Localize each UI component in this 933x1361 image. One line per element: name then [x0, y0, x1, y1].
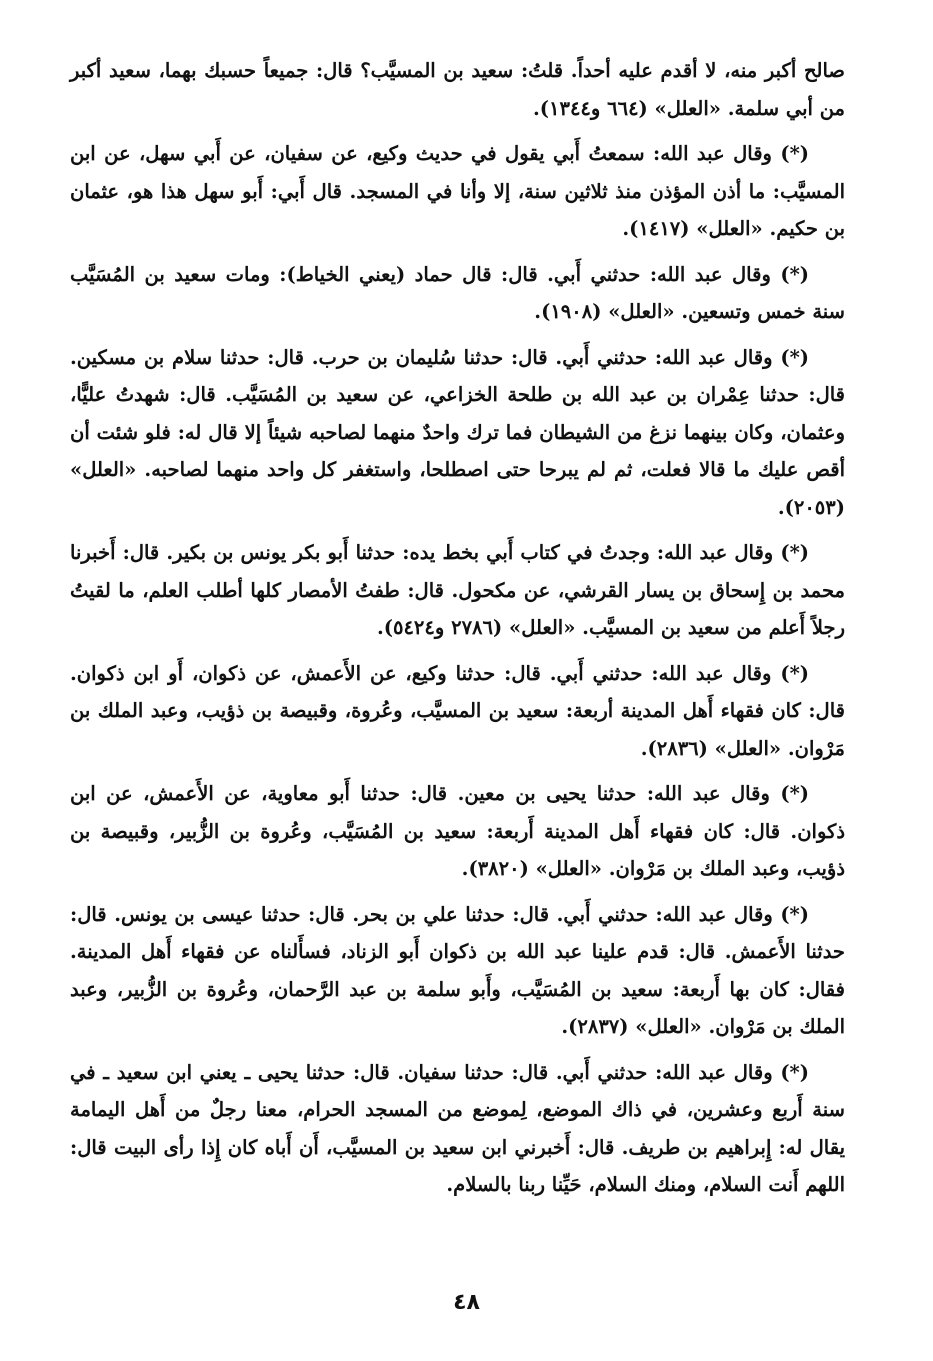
paragraph-8: (*) وقال عبد الله: حدثني أَبي. قال: حدثنا علي بن بحر. قال: حدثنا عيسى بن يونس. قال: حدثنا الأَعمش. قال: قدم علينا عبد الله بن ذكوان أَبو الزناد، فسأَلناه عن فقهاء أَهل المدينة. فقال: كان بها أَربعة: سعيد بن المُسَيَّب، وأَبو سلمة بن عبد الرَّحمان، وعُروة بن الزُّبير، وعبد الملك بن مَرْوان. «العلل» (٢٨٣٧).: [70, 902, 845, 1038]
page-number: ٤٨: [453, 1290, 480, 1315]
paragraph-3: (*) وقال عبد الله: حدثني أَبي. قال: قال حماد (يعني الخياط): ومات سعيد بن المُسَيَّب سنة خمس وتسعين. «العلل» (١٩٠٨).: [70, 262, 845, 323]
page-body: [70, 52, 845, 1312]
paragraph-9: (*) وقال عبد الله: حدثني أَبي. قال: حدثنا سفيان. قال: حدثنا يحيى ـ يعني ابن سعيد ـ في سنة أَربع وعشرين، في ذاك الموضع، لِموضع من المسجد الحرام، معنا رجلٌ من أَهل اليمامة يقال له: إِبراهيم بن طريف. قال: أَخبرني ابن سعيد بن المسيَّب، أَن أَباه كان إِذا رأى البيت قال: اللهم أَنت السلام، ومنك السلام، حَيِّنا ربنا بالسلام.: [70, 1060, 845, 1196]
paragraph-6: (*) وقال عبد الله: حدثني أَبي. قال: حدثنا وكيع، عن الأَعمش، عن ذكوان، أَو ابن ذكوان. قال: كان فقهاء أَهل المدينة أربعة: سعيد بن المسيَّب، وعُروة، وقبيصة بن ذؤيب، وعبد الملك بن مَرْوان. «العلل» (٢٨٣٦).: [70, 661, 845, 760]
paragraph-4: (*) وقال عبد الله: حدثني أَبي. قال: حدثنا سُليمان بن حرب. قال: حدثنا سلام بن مسكين. قال: حدثنا عِمْران بن عبد الله بن طلحة الخزاعي، عن سعيد بن المُسَيَّب. قال: شهدتُ عليًّا، وعثمان، وكان بينهما نزغ من الشيطان فما ترك واحدٌ منهما لصاحبه شيئاً إلا قال له: فلو شئت أن أقص عليك ما قالا فعلت، ثم لم يبرحا حتى اصطلحا، واستغفر كل واحد منهما لصاحبه. «العلل» (٢٠٥٣).: [70, 345, 845, 519]
paragraph-7: (*) وقال عبد الله: حدثنا يحيى بن معين. قال: حدثنا أَبو معاوية، عن الأَعمش، عن ابن ذكوان. قال: كان فقهاء أَهل المدينة أَربعة: سعيد بن المُسَيَّب، وعُروة بن الزُّبير، وقبيصة بن ذؤيب، وعبد الملك بن مَرْوان. «العلل» (٣٨٢٠).: [70, 782, 845, 880]
paragraph-1: صالح أكبر منه، لا أقدم عليه أحداً. قلتُ: سعيد بن المسيَّب؟ قال: جميعاً حسبك بهما، سعيد أكبر من أبي سلمة. «العلل» (٦٦٤ و١٣٤٤).: [70, 59, 845, 120]
paragraph-5: (*) وقال عبد الله: وجدتُ في كتاب أَبي بخط يده: حدثنا أَبو بكر يونس بن بكير. قال: أَخبرنا محمد بن إِسحاق بن يسار القرشي، عن مكحول. قال: طفتُ الأمصار كلها أطلب العلم، ما لقيتُ رجلاً أَعلم من سعيد بن المسيَّب. «العلل» (٢٧٨٦ و٥٤٢٤).: [70, 541, 845, 639]
paragraph-2: (*) وقال عبد الله: سمعتُ أَبي يقول في حديث وكيع، عن سفيان، عن أَبي سهل، عن ابن المسيَّب: ما أذن المؤذن منذ ثلاثين سنة، إلا وأنا في المسجد. قال أَبي: أَبو سهل هذا هو، عثمان بن حكيم. «العلل» (١٤١٧).: [70, 142, 845, 240]
